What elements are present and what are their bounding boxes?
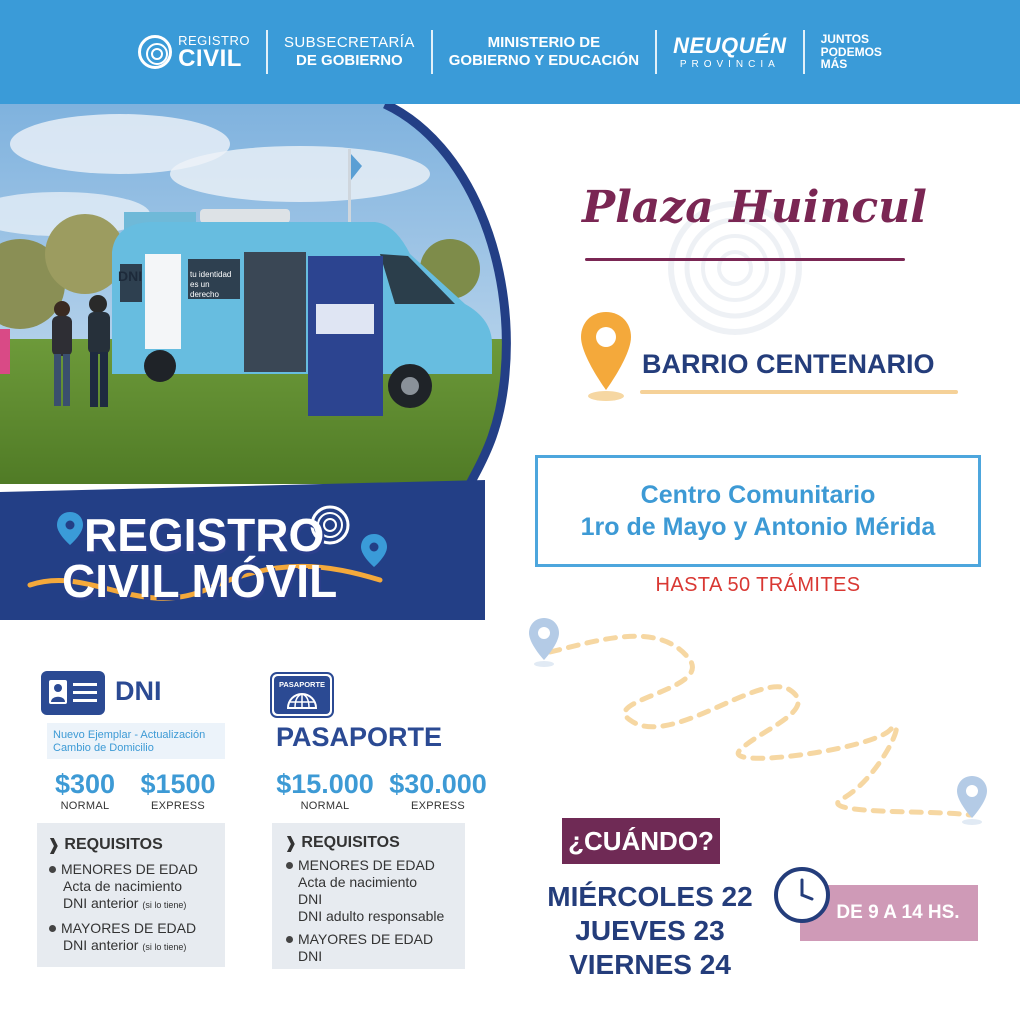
banner-line2: CIVIL MÓVIL [62, 555, 338, 607]
cuando-badge: ¿CUÁNDO? [562, 818, 720, 864]
subsecretaria-line2: DE GOBIERNO [296, 52, 403, 69]
requirement-title: MENORES DE EDAD [61, 861, 198, 877]
clock-icon [773, 866, 831, 924]
requirement-item [47, 920, 225, 956]
logo-civil-text: CIVIL [178, 44, 242, 72]
day-item: JUEVES 23 [575, 915, 725, 946]
passport-icon [270, 672, 334, 718]
dni-subtitle [47, 723, 225, 759]
van-sign-identidad: tu identidad es un derecho [190, 270, 232, 299]
bullet-icon [286, 862, 293, 869]
dni-label-normal: NORMAL [60, 800, 110, 812]
dni-requisitos-title: REQUISITOS [64, 836, 163, 853]
barrio-name: BARRIO CENTENARIO [642, 349, 935, 379]
dni-label-express: EXPRESS [150, 800, 206, 812]
dni-title: DNI [115, 676, 162, 706]
barrio-underline [640, 390, 958, 394]
requirement-note: (si lo tiene) [142, 900, 187, 910]
requirement-item [47, 861, 225, 914]
dni-price-normal: $300 [54, 769, 116, 799]
provincia-text: PROVINCIA [679, 58, 780, 70]
juntos-line3: MÁS [820, 57, 848, 72]
ministerio-line1: MINISTERIO DE [487, 34, 601, 51]
requirement-title: MAYORES DE EDAD [61, 920, 197, 936]
passport-badge-text: PASAPORTE [278, 680, 326, 689]
pasaporte-requisitos-box [272, 823, 465, 969]
requirement-line: DNI [298, 891, 323, 907]
day-item: VIERNES 24 [569, 949, 731, 980]
days-list [540, 880, 760, 982]
day-item: MIÉRCOLES 22 [547, 881, 753, 912]
juntos-podemos-mas-logo [805, 30, 898, 74]
requirement-note: (si lo tiene) [142, 942, 187, 952]
requirement-line [61, 937, 225, 956]
ministerio-line2: GOBIERNO Y EDUCACIÓN [448, 52, 640, 69]
id-card-icon [40, 670, 106, 716]
bullet-icon [286, 936, 293, 943]
chevron-right-icon: ❱ [47, 837, 61, 854]
registro-civil-logo [122, 30, 266, 74]
pasaporte-title: PASAPORTE [276, 722, 443, 752]
bullet-icon [49, 925, 56, 932]
dni-price-express: $1500 [140, 769, 216, 799]
location-pin-icon [529, 618, 559, 667]
dni-subtitle-line1: Nuevo Ejemplar - Actualización [53, 729, 206, 741]
ministerio-logo [433, 30, 655, 74]
location-pin-icon [957, 776, 987, 825]
pasaporte-label-normal: NORMAL [300, 800, 350, 812]
subsecretaria-line1: SUBSECRETARÍA [283, 34, 415, 51]
requirement-text: DNI anterior [63, 937, 139, 953]
chevron-right-icon: ❱ [284, 835, 298, 852]
bullet-icon [49, 866, 56, 873]
venue-line2: 1ro de Mayo y Antonio Mérida [580, 513, 936, 541]
requirement-item [284, 857, 465, 925]
subsecretaria-logo [268, 30, 431, 74]
requirement-item [284, 931, 465, 965]
venue-box [535, 455, 981, 567]
dni-subtitle-line2: Cambio de Domicilio [53, 742, 154, 754]
hours-badge: DE 9 A 14 HS. [800, 885, 978, 941]
neuquen-text: NEUQUÉN [673, 32, 787, 58]
neuquen-logo [657, 30, 803, 74]
logo-registro-text: REGISTRO [178, 32, 250, 48]
place-title-underline [585, 258, 905, 261]
dni-requisitos-box [37, 823, 225, 967]
dni-requisitos-heading [47, 835, 225, 855]
location-pin-icon [578, 310, 634, 402]
requirement-line: Acta de nacimiento [298, 874, 418, 890]
juntos-line2: PODEMOS [820, 44, 882, 59]
dotted-route-graphic [520, 610, 1020, 840]
venue-line1: Centro Comunitario [640, 480, 876, 509]
place-title: Plaza Huincul [582, 182, 927, 233]
requirement-text: DNI anterior [63, 895, 139, 911]
banner-line1: REGISTRO [84, 509, 325, 561]
pasaporte-requisitos-heading [284, 833, 465, 853]
requirement-title: MENORES DE EDAD [298, 857, 435, 873]
requirement-line [61, 895, 225, 914]
requirement-line: Acta de nacimiento [63, 878, 183, 894]
header-bar [0, 0, 1020, 104]
fingerprint-icon [138, 35, 172, 69]
pasaporte-label-express: EXPRESS [410, 800, 466, 812]
pasaporte-requisitos-title: REQUISITOS [301, 834, 400, 851]
requirement-line: DNI adulto responsable [298, 908, 445, 924]
van-sign-dni: DNI [118, 268, 143, 284]
juntos-line1: JUNTOS [820, 32, 870, 47]
requirement-title: MAYORES DE EDAD [298, 931, 434, 947]
registro-movil-title [62, 509, 402, 607]
pasaporte-price-express: $30.000 [389, 769, 487, 799]
pasaporte-price-normal: $15.000 [276, 769, 374, 799]
tramites-limit: HASTA 50 TRÁMITES [655, 574, 861, 596]
requirement-line: DNI [298, 948, 323, 964]
